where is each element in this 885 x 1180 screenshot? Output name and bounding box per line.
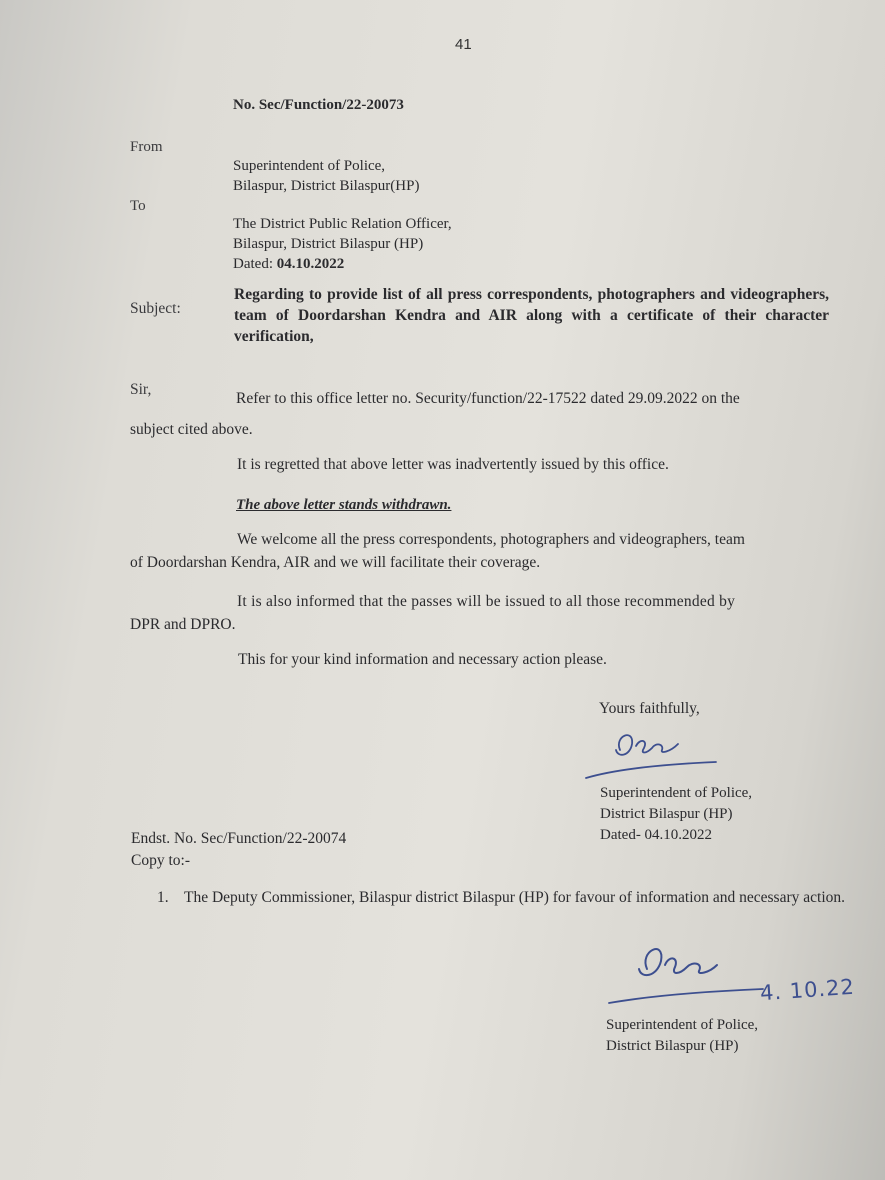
to-address xyxy=(233,214,452,274)
signatory-2-title: Superintendent of Police, xyxy=(606,1017,759,1033)
from-line-1: Superintendent of Police, xyxy=(233,158,386,174)
signatory-1-district: District Bilaspur (HP) xyxy=(600,806,733,822)
paragraph-1-first-line: Refer to this office letter no. Security/function/22-17522 dated 29.09.2022 on the xyxy=(236,390,740,407)
salutation: Sir, xyxy=(130,381,152,398)
to-dated xyxy=(233,254,452,274)
withdrawn-notice: The above letter stands withdrawn. xyxy=(236,497,452,513)
page-number: 41 xyxy=(455,36,472,53)
signature-2 xyxy=(605,935,765,1005)
copy-to-label: Copy to:- xyxy=(131,852,190,869)
to-dated-label: Dated: xyxy=(233,256,277,272)
signatory-1-block xyxy=(600,783,752,846)
closing: Yours faithfully, xyxy=(599,700,700,717)
copy-list-item xyxy=(157,887,847,909)
paragraph-4-first-line: We welcome all the press correspondents, photographers and videographers, team xyxy=(237,531,745,548)
signatory-2-district: District Bilaspur (HP) xyxy=(606,1038,739,1054)
from-address xyxy=(233,156,419,196)
to-dated-value: 04.10.2022 xyxy=(276,256,345,272)
paragraph-5-rest: DPR and DPRO. xyxy=(130,616,236,633)
handwritten-date: 4. 10.22 xyxy=(759,974,856,1006)
copy-list-item-number: 1. xyxy=(157,889,169,906)
endorsement-number: Endst. No. Sec/Function/22-20074 xyxy=(131,830,347,847)
paragraph-4-rest: of Doordarshan Kendra, AIR and we will facilitate their coverage. xyxy=(130,554,541,571)
paragraph-2: It is regretted that above letter was inadvertently issued by this office. xyxy=(237,456,669,473)
to-label: To xyxy=(130,198,146,214)
signatory-1-title: Superintendent of Police, xyxy=(600,785,753,801)
paragraph-5-first-line: It is also informed that the passes will be issued to all those recommended by xyxy=(237,593,736,610)
subject-label: Subject: xyxy=(130,300,181,317)
signatory-2-block xyxy=(606,1015,758,1057)
from-label: From xyxy=(130,139,163,155)
reference-number: No. Sec/Function/22-20073 xyxy=(233,97,404,113)
copy-list-item-text: The Deputy Commissioner, Bilaspur district Bilaspur (HP) for favour of information and necessary action. xyxy=(184,889,845,906)
signatory-1-date: Dated- 04.10.2022 xyxy=(600,827,713,843)
paragraph-6: This for your kind information and necessary action please. xyxy=(238,651,607,668)
from-line-2: Bilaspur, District Bilaspur(HP) xyxy=(233,178,420,194)
paragraph-1-rest: subject cited above. xyxy=(130,421,253,438)
to-line-2: Bilaspur, District Bilaspur (HP) xyxy=(233,236,424,252)
signature-1 xyxy=(580,722,720,782)
subject-text: Regarding to provide list of all press correspondents, photographers and videographers, team of Doordarshan Kendra and AIR along with a certificate of their character verification, xyxy=(234,286,829,345)
to-line-1: The District Public Relation Officer, xyxy=(233,216,452,232)
